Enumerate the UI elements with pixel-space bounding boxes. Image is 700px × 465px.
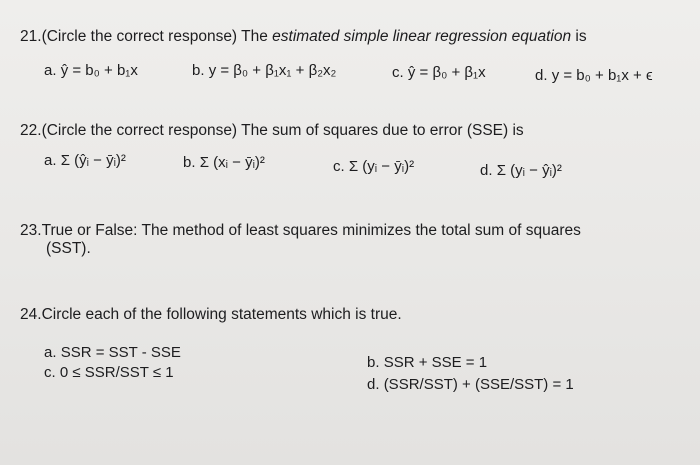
option-22b[interactable] [183, 154, 265, 171]
option-letter: a. [44, 152, 57, 169]
question-number: 23. [20, 222, 42, 239]
option-21c[interactable] [392, 64, 486, 81]
question-emphasis: estimated simple linear regression equation [272, 28, 572, 45]
option-text: (SSR/SST) + (SSE/SST) = 1 [383, 376, 574, 393]
option-text: ŷ = b₀ + b₁x [60, 62, 138, 79]
option-text: Σ (xᵢ − ȳᵢ)² [199, 154, 265, 171]
question-prefix: (Circle the correct response) The [41, 28, 273, 45]
option-letter: a. [44, 344, 57, 361]
option-letter: b. [367, 354, 380, 371]
option-text: SSR + SSE = 1 [383, 354, 488, 371]
option-text: Σ (ŷᵢ − ȳᵢ)² [60, 152, 126, 169]
option-text: Σ (yᵢ − ŷᵢ)² [496, 162, 562, 179]
option-letter: d. [535, 67, 548, 84]
question-text: Circle each of the following statements which is true. [41, 306, 402, 323]
option-text: 0 ≤ SSR/SST ≤ 1 [59, 364, 174, 381]
question-23 [20, 222, 581, 258]
option-text: y = β₀ + β₁x₁ + β₂x₂ [208, 62, 337, 79]
question-line-1: True or False: The method of least squares minimizes the total sum of squares [41, 222, 581, 239]
option-letter: d. [480, 162, 493, 179]
bleed-through-text [430, 6, 434, 22]
option-24c[interactable] [44, 364, 174, 381]
question-number: 24. [20, 306, 42, 323]
question-24 [20, 306, 402, 324]
option-text: ŷ = β₀ + β₁x [407, 64, 486, 81]
option-letter: c. [392, 64, 404, 81]
question-22 [20, 122, 524, 140]
option-21b[interactable] [192, 62, 336, 79]
question-text: (Circle the correct response) The sum of squares due to error (SSE) is [41, 122, 524, 139]
option-24b[interactable] [367, 354, 487, 371]
option-letter: b. [192, 62, 205, 79]
option-21a[interactable] [44, 62, 138, 79]
option-text: y = b₀ + b₁x + ϵ [551, 67, 653, 84]
question-number: 22. [20, 122, 42, 139]
question-suffix: is [571, 28, 587, 45]
option-22c[interactable] [333, 158, 414, 175]
option-letter: c. [44, 364, 56, 381]
option-letter: d. [367, 376, 380, 393]
question-number: 21. [20, 28, 42, 45]
question-21 [20, 28, 587, 46]
option-letter: c. [333, 158, 345, 175]
option-24a[interactable] [44, 344, 181, 361]
option-letter: b. [183, 154, 196, 171]
question-line-2: (SST). [46, 240, 91, 257]
option-21d[interactable] [535, 67, 653, 84]
option-24d[interactable] [367, 376, 574, 393]
option-text: Σ (yᵢ − ȳᵢ)² [348, 158, 415, 175]
option-22d[interactable] [480, 162, 562, 179]
option-letter: a. [44, 62, 57, 79]
option-22a[interactable] [44, 152, 126, 169]
option-text: SSR = SST - SSE [60, 344, 181, 361]
